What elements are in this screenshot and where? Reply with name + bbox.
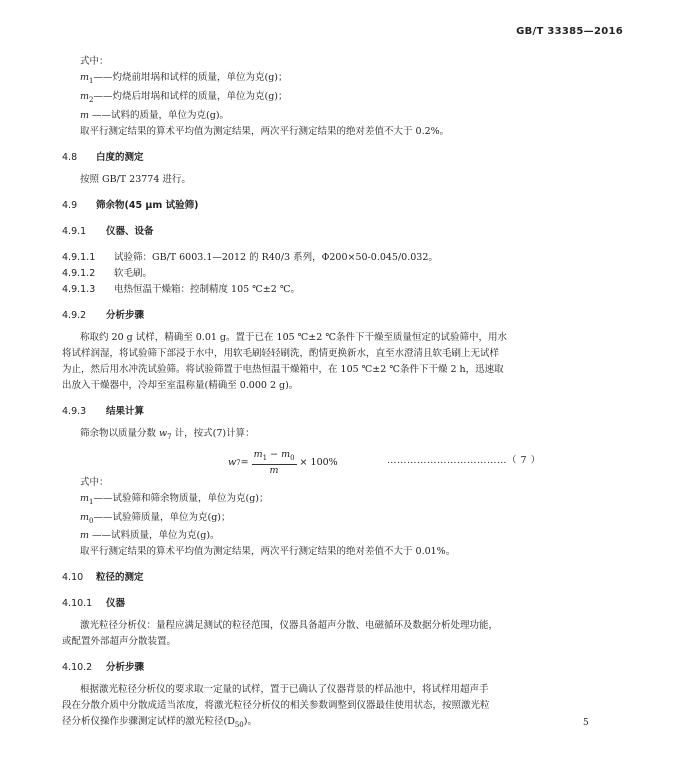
where-label: 式中：: [80, 56, 109, 67]
section-heading-4-10-1: 4.10.1 仪器: [62, 598, 126, 610]
definition-line: $m_2——$灼烧后坩埚和试样的质量，单位为克(g)；: [80, 90, 288, 104]
item-4-9-1-2: 4.9.1.2 软毛刷。: [62, 267, 153, 279]
definition-line: $m_1——$灼烧前坩埚和试样的质量，单位为克(g)；: [80, 72, 288, 85]
procedure-paragraph: 称取约 20 g 试样，精确至 0.01 g。置于已在 105 ℃±2 ℃条件下干燥至质量恒定的试验筛中，用水 将试样润湿，将试验筛下部浸于水中，用软毛刷轻轻刷洗，酌情更换新水，直至水澄清且软毛刷上无试样 为止，然后用水冲洗试验筛。将试验筛置于电热恒温干燥箱中，在 105 ℃±2 ℃条件下干燥 2 h，迅速取 出放入干燥器中，冷却至室温称量(精确至 0.000 2 g)。: [62, 331, 507, 391]
item-4-9-1-1: 4.9.1.1 试验筛：GB/T 6003.1—2012 的 R40/3 系列，Φ200×50-0.045/0.032。: [62, 251, 438, 263]
formula-7: w 7 = $\frac{m_1 - m_0}{m}$ × 100% ………………………………（ 7 ）: [228, 448, 541, 476]
section-heading-4-9: 4.9 筛余物(45 μm 试验筛): [62, 199, 199, 211]
equation-number: ………………………………（ 7 ）: [387, 454, 541, 466]
definition-line: $m_1——$试验筛和筛余物质量，单位为克(g)；: [80, 492, 269, 506]
formula-fraction: $\frac{m_1 - m_0}{m}$: [253, 448, 295, 476]
particle-procedure-paragraph: 根据激光粒径分析仪的要求取一定量的试样，置于已确认了仪器背景的样品池中，将试样用超声手 段在分散介质中分散成适当浓度，将激光粒径分析仪的相关参数调整到仪器最佳使用状态，按照激光粒 径分析仪操作步骤测定试样的激光粒径$(D_{50})$。: [62, 684, 490, 730]
result-note: 取平行测定结果的算术平均值为测定结果，两次平行测定结果的绝对差值不大于 0.2%。: [80, 125, 450, 137]
instrument-paragraph: 激光粒径分析仪：量程应满足测试的粒径范围，仪器具备超声分散、电磁循环及数据分析处理功能， 或配置外部超声分散装置。: [62, 620, 499, 648]
document-body: [62, 54, 632, 733]
section-heading-4-9-3: 4.9.3 结果计算: [62, 405, 145, 417]
definition-line: m ——试料的质量，单位为克(g)。: [80, 109, 230, 121]
definition-line: m ——试料质量，单位为克(g)。: [80, 530, 220, 542]
result-note: 取平行测定结果的算术平均值为测定结果，两次平行测定结果的绝对差值不大于 0.01%。: [80, 546, 456, 558]
calc-intro: 筛余物以质量分数 $w_7$ 计，按式(7)计算：: [80, 427, 255, 441]
section-heading-4-9-1: 4.9.1 仪器、设备: [62, 225, 154, 237]
section-heading-4-10-2: 4.10.2 分析步骤: [62, 662, 145, 674]
section-heading-4-8: 4.8 白度的测定: [62, 151, 144, 163]
page-number: 5: [583, 718, 589, 728]
section-body: 按照 GB/T 23774 进行。: [80, 173, 191, 185]
item-4-9-1-3: 4.9.1.3 电热恒温干燥箱：控制精度 105 ℃±2 ℃。: [62, 283, 300, 295]
where-label: 式中：: [80, 476, 109, 488]
page-header-standard: GB/T 33385—2016: [516, 26, 623, 37]
section-heading-4-9-2: 4.9.2 分析步骤: [62, 309, 145, 321]
section-heading-4-10: 4.10 粒径的测定: [62, 572, 144, 584]
definition-line: $m_0——$试验筛质量，单位为克(g)；: [80, 511, 231, 525]
